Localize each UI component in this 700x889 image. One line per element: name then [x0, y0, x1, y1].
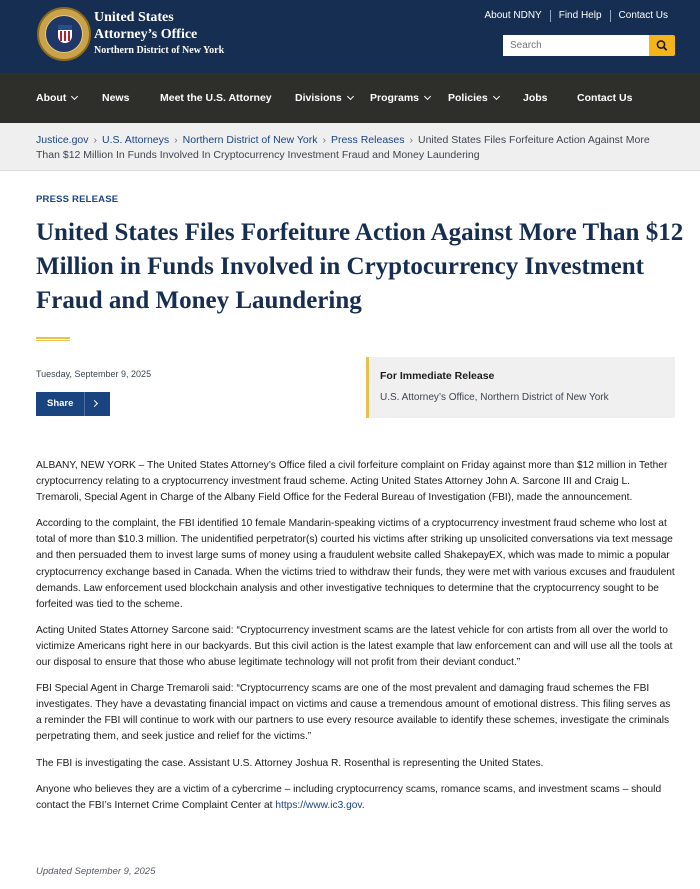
- breadcrumb-link-us-attorneys[interactable]: U.S. Attorneys: [102, 134, 170, 146]
- breadcrumb-separator-icon: ›: [322, 134, 326, 146]
- release-office: U.S. Attorney’s Office, Northern District of New York: [380, 392, 609, 403]
- nav-item-label: Divisions: [295, 92, 342, 104]
- nav-item-label: About: [36, 92, 67, 104]
- search-button[interactable]: [649, 35, 675, 56]
- article-paragraph: Acting United States Attorney Sarcone said: “Cryptocurrency investment scams are the latest vehicle for con artists from all over the world to victimize Americans right here in our backyards. But this civil action is the latest example that law enforcement can and will use all the tools at our disposal to ensure that those who abuse legitimate technology will not profit from their deviant conduct.”: [36, 624, 673, 669]
- chevron-right-icon: [91, 400, 98, 407]
- updated-date: Updated September 9, 2025: [36, 866, 156, 877]
- chevron-down-icon: [347, 93, 354, 100]
- nav-item-jobs[interactable]: [523, 73, 548, 123]
- last-paragraph-text: Anyone who believes they are a victim of a cybercrime – including cryptocurrency scams, romance scams, and investment scams – should contact the FBI’s Internet Crime Complaint Center at: [36, 783, 662, 811]
- page-title: United States Files Forfeiture Action Against More Than $12 Million in Funds Involved in Cryptocurrency Investment Fraud and Money Laundering: [36, 219, 684, 314]
- nav-item-label: Programs: [370, 92, 420, 104]
- release-info-box: [366, 357, 675, 418]
- breadcrumb-current: United States Files Forfeiture Action Against More Than $12 Million In Funds Involved In Cryptocurrency Investment Fraud and Money Laundering: [36, 134, 650, 161]
- share-divider: [84, 392, 85, 416]
- about-ndny-link[interactable]: About NDNY: [484, 10, 542, 21]
- nav-item-label: Policies: [448, 92, 488, 104]
- nav-item-label: Jobs: [523, 92, 548, 104]
- office-district: Northern District of New York: [94, 45, 225, 56]
- nav-item-contact-us[interactable]: [577, 73, 632, 123]
- nav-item-label: Contact Us: [577, 92, 633, 104]
- ic3-link[interactable]: https://www.ic3.gov: [275, 799, 362, 811]
- breadcrumb-separator-icon: ›: [93, 134, 98, 146]
- office-name[interactable]: [94, 9, 224, 59]
- nav-item-programs[interactable]: [370, 73, 430, 123]
- office-name-line2: Attorney’s Office: [94, 27, 198, 42]
- nav-item-label: Meet the U.S. Attorney: [160, 92, 272, 104]
- office-name-line1: United States: [94, 10, 174, 25]
- nav-item-news[interactable]: [102, 73, 129, 123]
- press-release-eyebrow: PRESS RELEASE: [36, 194, 119, 205]
- find-help-link[interactable]: Find Help: [550, 10, 610, 22]
- title-accent-rule-lower: [36, 340, 70, 341]
- breadcrumb-separator-icon: ›: [174, 134, 178, 146]
- utility-links: [476, 10, 676, 22]
- article-paragraph: According to the complaint, the FBI identified 10 female Mandarin-speaking victims of a cryptocurrency investment fraud scheme who lost at total of more than $10.3 million. The unidentified perpetrator(s) courted his victims after striking up unsolicited conversations via text message and then persuaded them to invest large sums of money using a fraudulent website called ShakepayEX, which was made to mimic a popular cryptocurrency exchange based in Canada. When the victims tried to withdraw their funds, they were met with various excuses and fraudulent demands. Law enforcement used blockchain analysis and other investigative techniques to determine that the cryptocurrency sought to be forfeited was tied to the scheme.: [36, 518, 675, 610]
- release-date: Tuesday, September 9, 2025: [36, 369, 152, 379]
- breadcrumb-separator-icon: ›: [409, 134, 413, 146]
- search-input[interactable]: Search: [503, 35, 649, 56]
- contact-us-utility-link[interactable]: Contact Us: [610, 10, 676, 22]
- seal-stripes: [60, 31, 70, 41]
- breadcrumb-link-press-releases[interactable]: Press Releases: [330, 134, 405, 146]
- breadcrumb-link-justice-gov[interactable]: Justice.gov: [36, 134, 89, 146]
- nav-item-about[interactable]: [36, 73, 77, 123]
- title-accent-rule: [36, 337, 70, 339]
- nav-item-divisions[interactable]: [295, 73, 353, 123]
- article-body: [36, 458, 676, 824]
- article-paragraph-last: [36, 782, 676, 814]
- share-button[interactable]: [36, 392, 110, 416]
- breadcrumb-link-ndny[interactable]: Northern District of New York: [182, 134, 318, 146]
- seal-inner: [45, 15, 83, 53]
- article-paragraph: FBI Special Agent in Charge Tremaroli said: “Cryptocurrency scams are one of the most prevalent and damaging fraud schemes the FBI investigates. They have a devastating financial impact on victims and cause a tremendous amount of emotional distress. This filing serves as a reminder the FBI will continue to work with our partners to use every resource available to identify these schemes, investigate the criminals perpetrating them, and seek justice and relief for the victims.”: [36, 683, 671, 743]
- main-nav: [0, 73, 700, 123]
- article-paragraph: The FBI is investigating the case. Assistant U.S. Attorney Joshua R. Rosenthal is representing the United States.: [36, 757, 544, 769]
- breadcrumb: [0, 123, 700, 171]
- nav-item-policies[interactable]: [448, 73, 499, 123]
- search-icon: [649, 35, 675, 56]
- nav-item-label: News: [102, 92, 130, 104]
- release-type: For Immediate Release: [380, 370, 495, 382]
- share-label: Share: [47, 398, 74, 409]
- site-header: [0, 0, 700, 73]
- last-paragraph-end: .: [361, 799, 365, 811]
- doj-seal-logo[interactable]: [37, 7, 91, 61]
- chevron-down-icon: [493, 93, 500, 100]
- chevron-down-icon: [424, 93, 431, 100]
- article-paragraph: ALBANY, NEW YORK – The United States Attorney’s Office filed a civil forfeiture complaint on Friday against more than $12 million in Tether cryptocurrency relating to a cryptocurrency investment fraud scheme. Acting United States Attorney John A. Sarcone III and Craig L. Tremaroli, Special Agent in Charge of the Albany Field Office for the Federal Bureau of Investigation (FBI), made the announcement.: [36, 460, 668, 504]
- nav-item-meet-the-us-attorney[interactable]: [160, 73, 272, 123]
- chevron-down-icon: [71, 93, 78, 100]
